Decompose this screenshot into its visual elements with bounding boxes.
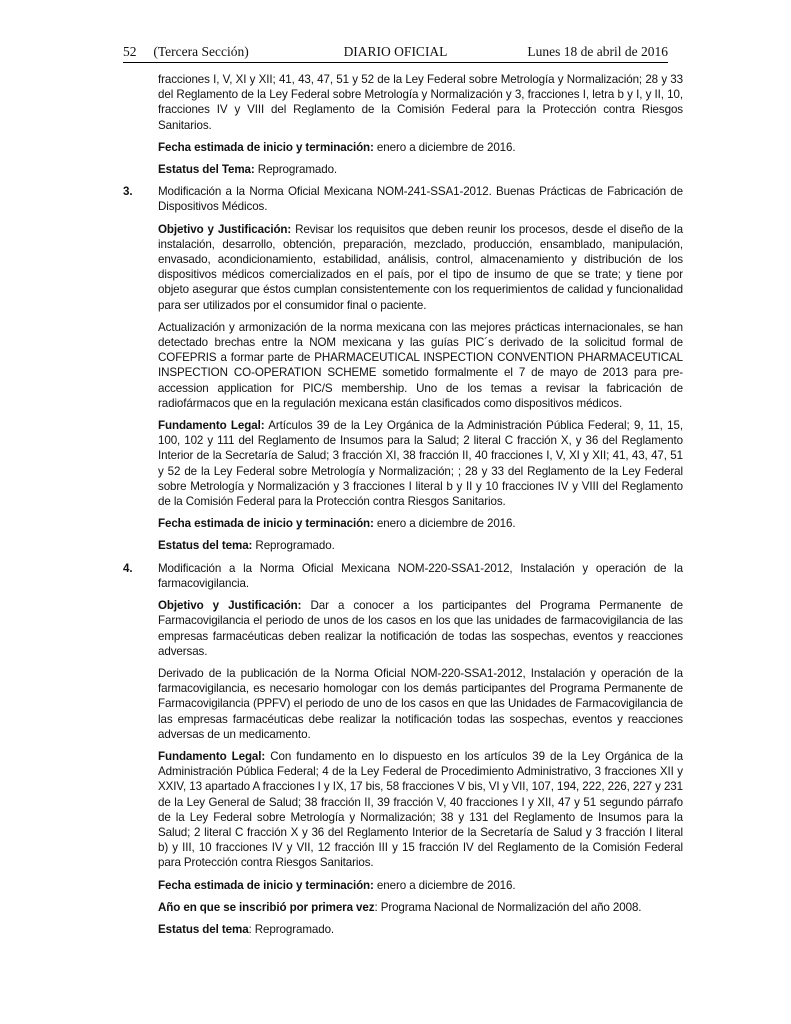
item-fundamento xyxy=(158,418,683,509)
item-fundamento xyxy=(158,749,683,871)
document-body xyxy=(123,72,683,944)
anio-label: Año en que se inscribió por primera vez xyxy=(158,900,375,914)
estatus-value: Reprogramado. xyxy=(252,539,335,553)
fecha-value: enero a diciembre de 2016. xyxy=(373,878,516,892)
objetivo-label: Objetivo y Justificación: xyxy=(158,222,292,236)
item-number: 4. xyxy=(123,561,133,575)
item-number: 3. xyxy=(123,185,133,199)
item-anio xyxy=(158,900,683,915)
list-item-4 xyxy=(123,561,683,937)
objetivo-label: Objetivo y Justificación: xyxy=(158,599,302,613)
item-actualizacion: Actualización y armonización de la norma mexicana con las mejores prácticas internacionales, se han detectado brechas entre la NOM mexicana y las guías PIC´s derivado de la solicitud formal de COFEPRIS a formar parte de PHARMACEUTICAL INSPECTION CONVENTION PHARMACEUTICAL INSPECTION CO-OPERATION SCHEME sometido formalmente el 7 de mayo de 2013 para pre-accession application for PIC/S membership. Uno de los temas a revisar la fabricación de radiofármacos que en la regulación mexicana están clasificados como dispositivos médicos. xyxy=(158,320,683,410)
intro-estatus xyxy=(158,162,683,177)
estatus-value: Reprogramado. xyxy=(254,163,338,177)
anio-value: : Programa Nacional de Normalización del año 2008. xyxy=(374,900,642,914)
intro-fecha xyxy=(158,140,683,155)
estatus-label: Estatus del tema: xyxy=(158,539,253,553)
header-date: Lunes 18 de abril de 2016 xyxy=(527,44,668,59)
item-title: Modificación a la Norma Oficial Mexicana NOM-220-SSA1-2012, Instalación y operación de la farmacovigilancia. xyxy=(158,561,683,590)
fundamento-label: Fundamento Legal: xyxy=(158,419,265,433)
estatus-label: Estatus del tema xyxy=(158,922,249,936)
page-header xyxy=(123,44,668,63)
item-fecha xyxy=(158,878,683,893)
fundamento-value: Con fundamento en lo dispuesto en los artículos 39 de la Ley Orgánica de la Administración Pública Federal; 4 de la Ley Federal de Procedimiento Administrativo, 3 fracciones XII y XXIV, 13 apartado A fracciones I y IX, 17 bis, 58 fracciones V bis, VI y VII, 107, 194, 222, 226, 227 y 231 de la Ley General de Salud; 38 fracción II, 39 fracción V, 40 fracciones I y XII, 47 y 51 segundo párrafo de la Ley Federal sobre Metrología y Normalización; 38 y 131 del Reglamento de Insumos para la Salud; 2 literal C fracción X y 36 del Reglamento Interior de la Secretaría de Salud y 3 fracción I literal b) y III, 10 fracciones IV y VII, 12 fracción III y 15 fracción IV del Reglamento de la Comisión Federal para Protección contra Riesgos Sanitarios. xyxy=(158,749,683,870)
header-publication-title: DIARIO OFICIAL xyxy=(343,44,448,59)
fundamento-value: Artículos 39 de la Ley Orgánica de la Administración Pública Federal; 9, 11, 15, 100, 102 y 111 del Reglamento de Insumos para la Salud; 2 literal C fracción X, y 36 del Reglamento Interior de la Secretaría de Salud; 3 fracción XI, 38 fracción II, 40 fracciones I, V, XI y XII; 41, 43, 47, 51 y 52 de la Ley Federal sobre Metrología y Normalización; ; 28 y 33 del Reglamento de la Ley Federal sobre Metrología y Normalización y 3 fracciones I literal b y II y 10 fracciones IV y VIII del Reglamento de la Comisión Federal para la Protección contra Riesgos Sanitarios. xyxy=(158,419,683,509)
item-objetivo xyxy=(158,598,683,659)
fecha-label: Fecha estimada de inicio y terminación: xyxy=(158,878,374,892)
fecha-value: enero a diciembre de 2016. xyxy=(373,517,516,531)
item-objetivo xyxy=(158,222,683,313)
item-derivado: Derivado de la publicación de la Norma Oficial NOM-220-SSA1-2012, Instalación y operación de la farmacovigilancia, es necesario homologar con los demás participantes del Programa Permanente de Farmacovigilancia (PPFV) el periodo de uno de los casos en que las Unidades de Farmacovigilancia de las empresas farmacéuticas debe realizar la notificación todas las sospechas, eventos y reacciones adversas de un medicamento. xyxy=(158,666,683,741)
objetivo-value: Revisar los requisitos que deben reunir los procesos, desde el diseño de la instalación, desarrollo, obtención, preparación, mezclado, producción, ensamblado, manipulación, envasado, acondicionamiento, estabilidad, análisis, control, almacenamiento y distribución de los dispositivos médicos comercializados en el país, por el tipo de insumo de que se trate; y tiene por objeto asegurar que éstos cumplan consistentemente con los requerimientos de calidad y funcionalidad para ser utilizados por el consumidor final o paciente. xyxy=(158,222,683,312)
fundamento-label: Fundamento Legal: xyxy=(158,749,266,763)
header-page-section: 52 (Tercera Sección) xyxy=(123,44,249,59)
estatus-label: Estatus del Tema: xyxy=(158,163,255,177)
continuation-paragraph: fracciones I, V, XI y XII; 41, 43, 47, 51 y 52 de la Ley Federal sobre Metrología y Normalización; 28 y 33 del Reglamento de la Ley Federal sobre Metrología y Normalización y 3, fracciones I, letra b y I, y II, 10, fracciones IV y VIII del Reglamento de la Comisión Federal para la Protección contra Riesgos Sanitarios. xyxy=(158,73,683,132)
item-estatus xyxy=(158,538,683,553)
fecha-label: Fecha estimada de inicio y terminación: xyxy=(158,140,374,154)
objetivo-value: Dar a conocer a los participantes del Programa Permanente de Farmacovigilancia el periodo de unos de los casos en los que las unidades de farmacovigilancia de las empresas farmacéuticas deben realizar la notificación de todas las sospechas, eventos y reacciones adversas. xyxy=(158,599,683,658)
fecha-label: Fecha estimada de inicio y terminación: xyxy=(158,517,374,531)
item-estatus xyxy=(158,922,683,937)
estatus-value: : Reprogramado. xyxy=(248,922,335,936)
item-title: Modificación a la Norma Oficial Mexicana NOM-241-SSA1-2012. Buenas Prácticas de Fabricación de Dispositivos Médicos. xyxy=(158,185,683,214)
item-fecha xyxy=(158,516,683,531)
fecha-value: enero a diciembre de 2016. xyxy=(373,140,516,154)
list-item-3 xyxy=(123,184,683,553)
